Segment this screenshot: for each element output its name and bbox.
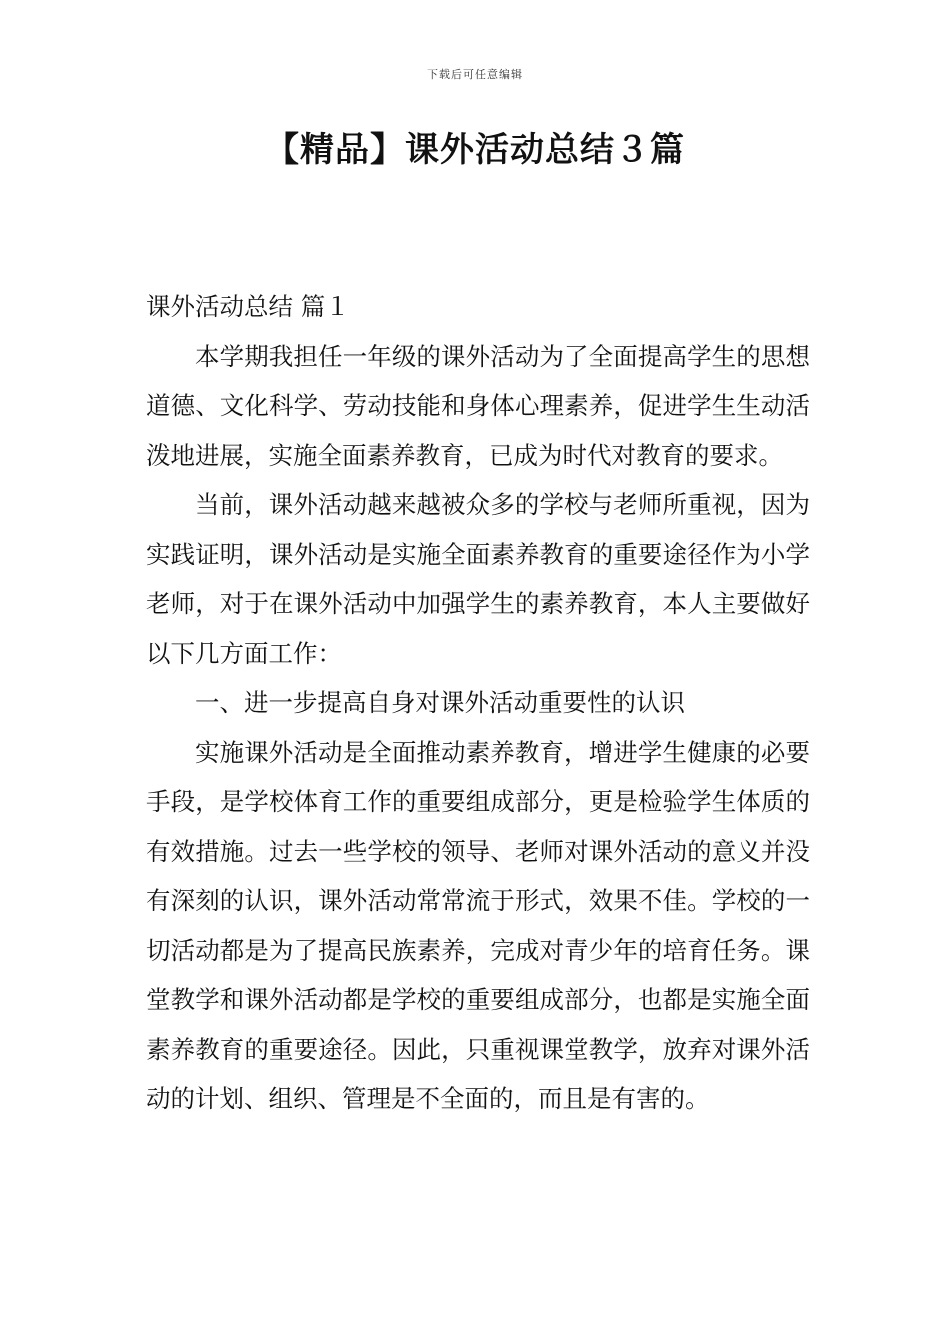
document-body [146,282,810,1124]
paragraph-2: 当前，课外活动越来越被众多的学校与老师所重视，因为实践证明，课外活动是实施全面素养教育的重要途径作为小学老师，对于在课外活动中加强学生的素养教育，本人主要做好以下几方面工作： [146,490,810,668]
header-note: 下载后可任意编辑 [427,68,523,81]
document-title: 【精品】课外活动总结３篇 [265,130,685,170]
paragraph-3: 实施课外活动是全面推动素养教育，增进学生健康的必要手段，是学校体育工作的重要组成部分，更是检验学生体质的有效措施。过去一些学校的领导、老师对课外活动的意义并没有深刻的认识，课外活动常常流于形式，效果不佳。学校的一切活动都是为了提高民族素养，完成对青少年的培育任务。课堂教学和课外活动都是学校的重要组成部分，也都是实施全面素养教育的重要途径。因此，只重视课堂教学，放弃对课外活动的计划、组织、管理是不全面的，而且是有害的。 [146,737,810,1113]
paragraph-1: 本学期我担任一年级的课外活动为了全面提高学生的思想道德、文化科学、劳动技能和身体心理素养，促进学生生动活泼地进展，实施全面素养教育，已成为时代对教育的要求。 [146,341,810,470]
section-heading-1: 一、进一步提高自身对课外活动重要性的认识 [195,688,685,717]
section-label: 课外活动总结 篇１ [146,292,350,321]
